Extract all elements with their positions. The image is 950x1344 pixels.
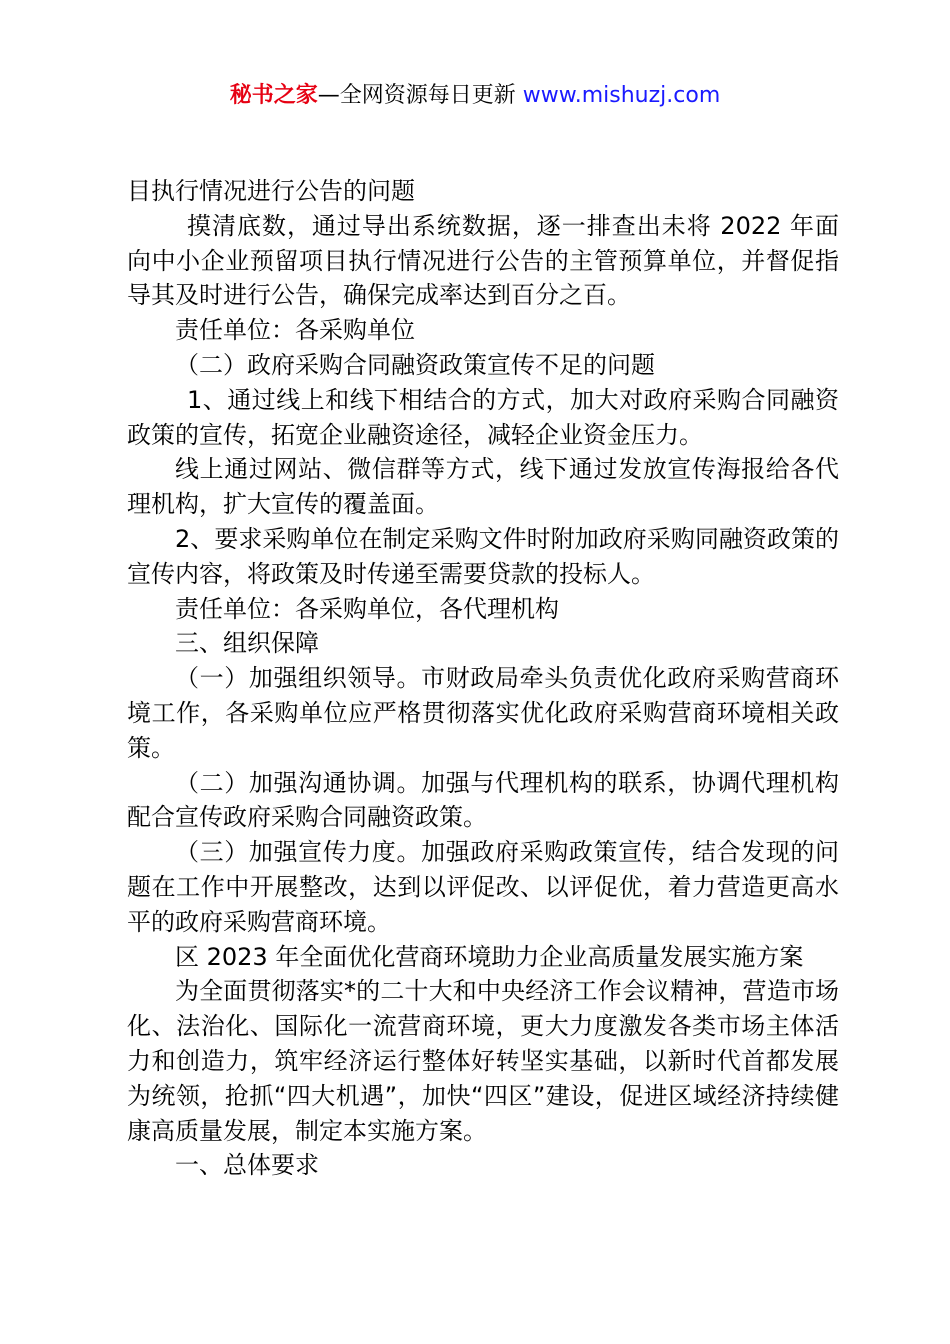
paragraph: （二）加强沟通协调。加强与代理机构的联系，协调代理机构配合宣传政府采购合同融资政策。 (127, 768, 839, 832)
paragraph: 为全面贯彻落实*的二十大和中央经济工作会议精神，营造市场化、法治化、国际化一流营商环境，更大力度激发各类市场主体活力和创造力，筑牢经济运行整体好转坚实基础，以新时代首都发展为统领，抢抓“四大机遇”，加快“四区”建设，促进区域经济持续健康高质量发展，制定本实施方案。 (127, 977, 839, 1145)
paragraph: 责任单位：各采购单位，各代理机构 (175, 594, 559, 623)
header-url[interactable]: www.mishuzj.com (522, 83, 721, 108)
paragraph: 线上通过网站、微信群等方式，线下通过发放宣传海报给各代理机构，扩大宣传的覆盖面。 (127, 455, 839, 519)
document-body (127, 174, 839, 1183)
section-heading: （二）政府采购合同融资政策宣传不足的问题 (175, 350, 655, 379)
brand-name: 秘书之家 (229, 83, 318, 108)
paragraph: 摸清底数，通过导出系统数据，逐一排查出未将 2022 年面向中小企业预留项目执行情况进行公告的主管预算单位，并督促指导其及时进行公告，确保完成率达到百分之百。 (127, 211, 839, 310)
paragraph: 1、通过线上和线下相结合的方式，加大对政府采购合同融资政策的宣传，拓宽企业融资途径，减轻企业资金压力。 (127, 385, 839, 449)
header-tagline: —全网资源每日更新 (317, 83, 523, 108)
document-title: 区 2023 年全面优化营商环境助力企业高质量发展实施方案 (175, 942, 804, 971)
paragraph: 责任单位：各采购单位 (175, 316, 415, 345)
site-header (0, 80, 950, 112)
section-heading: 一、总体要求 (175, 1151, 319, 1180)
paragraph: （一）加强组织领导。市财政局牵头负责优化政府采购营商环境工作，各采购单位应严格贯彻落实优化政府采购营商环境相关政策。 (127, 664, 839, 762)
paragraph: 2、要求采购单位在制定采购文件时附加政府采购同融资政策的宣传内容，将政策及时传递至需要贷款的投标人。 (127, 524, 839, 588)
section-heading: 三、组织保障 (175, 629, 319, 658)
paragraph: （三）加强宣传力度。加强政府采购政策宣传，结合发现的问题在工作中开展整改，达到以评促改、以评促优，着力营造更高水平的政府采购营商环境。 (127, 838, 839, 936)
paragraph: 目执行情况进行公告的问题 (127, 177, 415, 205)
